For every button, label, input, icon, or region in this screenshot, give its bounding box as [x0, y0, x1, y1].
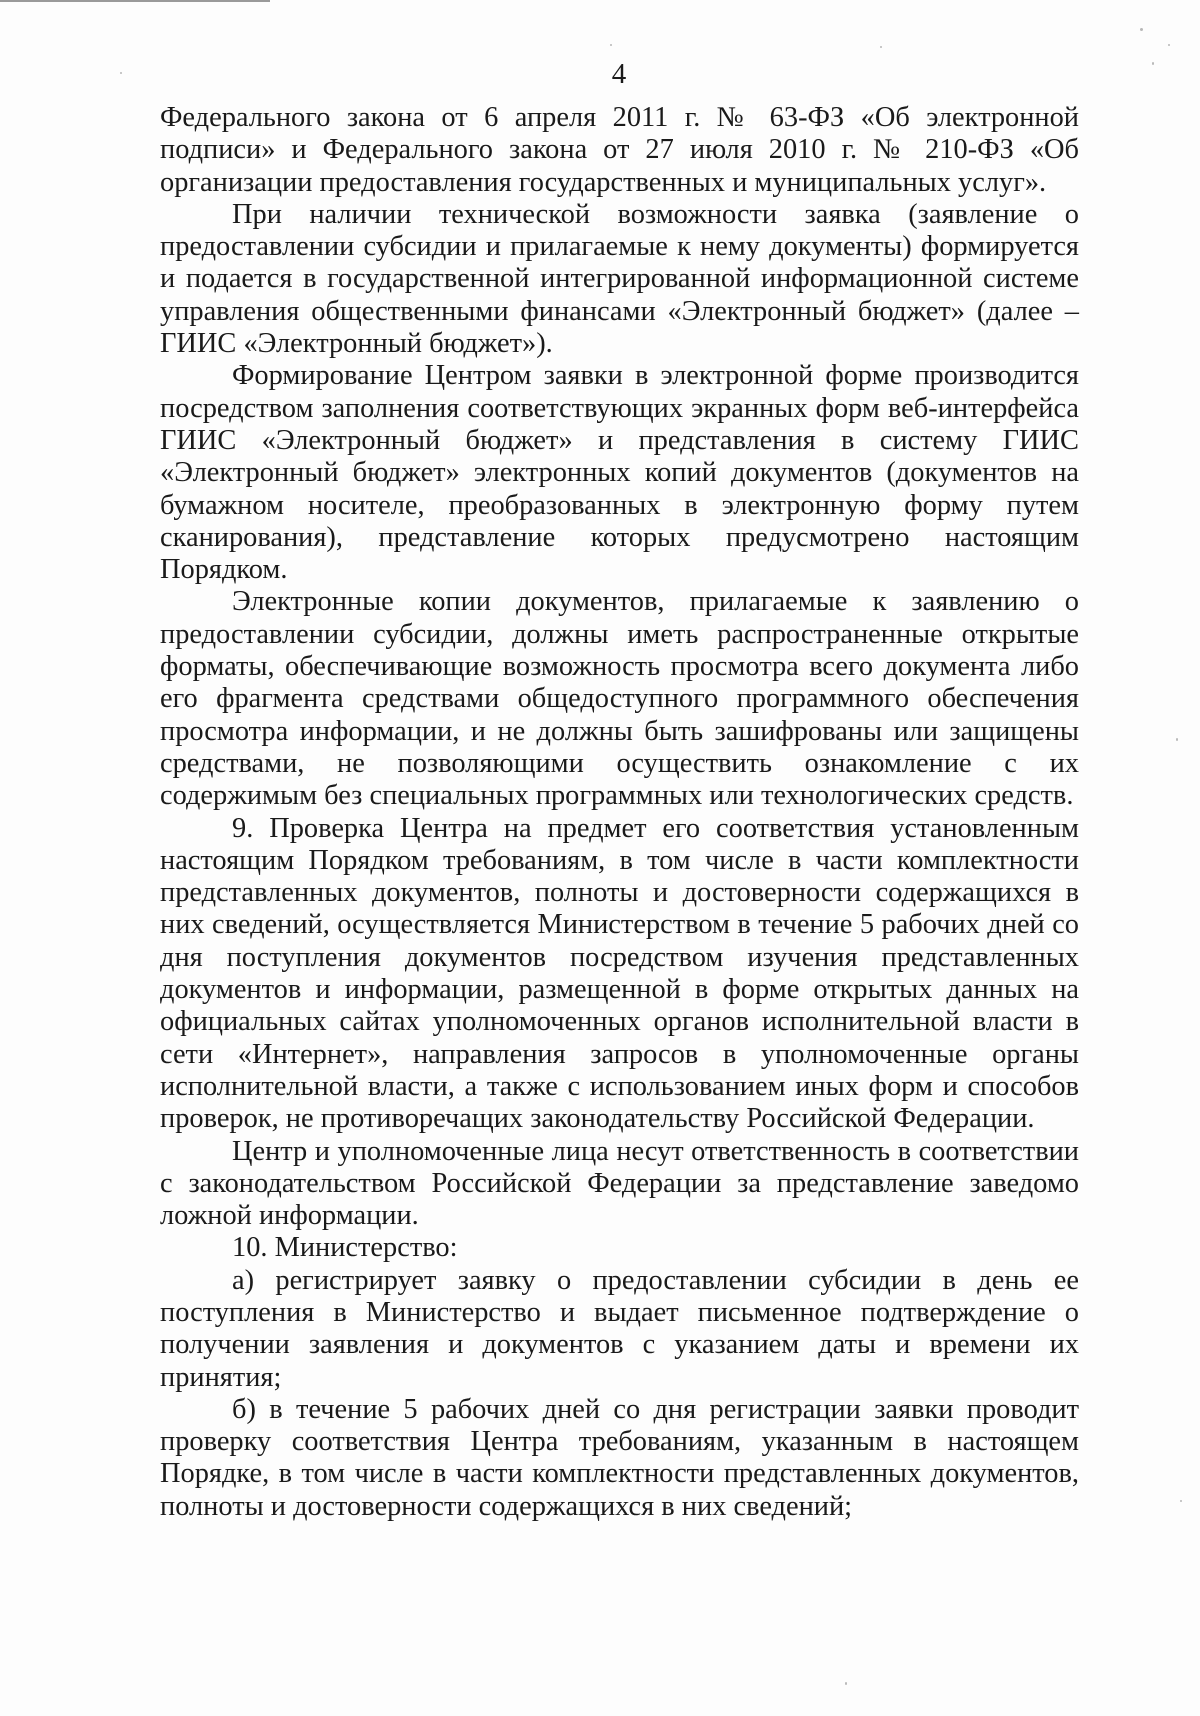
scan-speck: [1140, 28, 1143, 31]
scan-speck: [880, 46, 882, 48]
paragraph-subitem-b: б) в течение 5 рабочих дней со дня регистрации заявки проводит проверку соответствия Центра требованиям, указанным в настоящем Порядке, в том числе в части комплектности представленных документов, полноты и достоверности содержащихся в них сведений;: [160, 1393, 1079, 1522]
paragraph-subitem-a: а) регистрирует заявку о предоставлении субсидии в день ее поступления в Министерство и выдает письменное подтверждение о получении заявления и документов с указанием даты и времени их принятия;: [160, 1264, 1079, 1393]
scan-speck: [610, 44, 612, 46]
paragraph-electronic-copies: Электронные копии документов, прилагаемые к заявлению о предоставлении субсидии, должны иметь распространенные открытые форматы, обеспечивающие возможность просмотра всего документа либо его фрагмента средствами общедоступного программного обеспечения просмотра информации, и не должны быть зашифрованы или защищены средствами, не позволяющими осуществить ознакомление с их содержимым без специальных программных или технологических средств.: [160, 586, 1079, 812]
scan-speck: [845, 1682, 847, 1685]
paragraph-responsibility: Центр и уполномоченные лица несут ответственность в соответствии с законодательством Российской Федерации за представление заведомо ложной информации.: [160, 1135, 1079, 1232]
page-number: 4: [611, 58, 627, 90]
scan-speck: [1176, 738, 1178, 741]
paragraph-continuation: Федерального закона от 6 апреля 2011 г. № 63-ФЗ «Об электронной подписи» и Федерального закона от 27 июля 2010 г. № 210-ФЗ «Об организации предоставления государственных и муниципальных услуг».: [160, 102, 1079, 198]
scan-edge-line: [0, 0, 270, 2]
paragraph-item-9: 9. Проверка Центра на предмет его соответствия установленным настоящим Порядком требованиям, в том числе в части комплектности представленных документов, полноты и достоверности содержащихся в них сведений, осуществляется Министерством в течение 5 рабочих дней со дня поступления документов посредством изучения представленных документов и информации, размещенной в форме открытых данных на официальных сайтах уполномоченных органов исполнительной власти в сети «Интернет», направления запросов в уполномоченные органы исполнительной власти, а также с использованием иных форм и способов проверок, не противоречащих законодательству Российской Федерации.: [160, 812, 1079, 1135]
paragraph-electronic-form: Формирование Центром заявки в электронной форме производится посредством заполнения соответствующих экранных форм веб-интерфейса ГИИС «Электронный бюджет» и представления в систему ГИИС «Электронный бюджет» электронных копий документов (документов на бумажном носителе, преобразованных в электронную форму путем сканирования), представление которых предусмотрено настоящим Порядком.: [160, 360, 1079, 586]
scan-speck: [1168, 44, 1170, 46]
paragraph-item-10: 10. Министерство:: [232, 1232, 458, 1264]
paragraph-technical-possibility: При наличии технической возможности заявка (заявление о предоставлении субсидии и прилагаемые к нему документы) формируется и подается в государственной интегрированной информационной системе управления общественными финансами «Электронный бюджет» (далее – ГИИС «Электронный бюджет»).: [160, 198, 1079, 360]
scan-speck: [1180, 1500, 1182, 1502]
document-body: [160, 102, 1079, 1523]
